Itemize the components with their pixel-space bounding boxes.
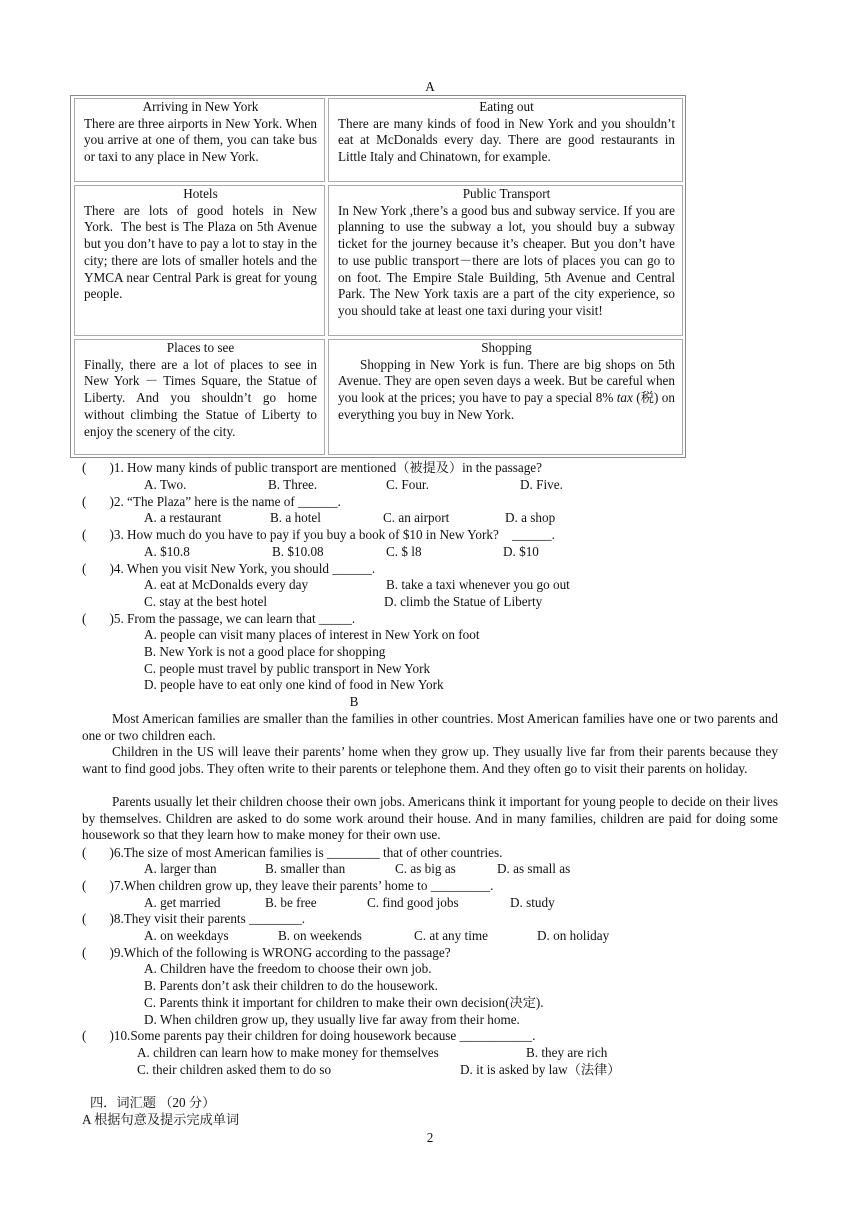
option-c: C. an airport <box>383 510 450 525</box>
option-d: D. it is asked by law（法律） <box>460 1062 621 1077</box>
option-a: A. get married <box>144 895 221 910</box>
option-c: C. as big as <box>395 861 456 876</box>
passage-b-paragraph-2: Children in the US will leave their parents’ home when they grow up. They usually live far from their parents because they want to find good jobs. They often write to their parents or telephone them. And they often go to visit their parents on holiday. <box>82 744 778 776</box>
option-d: D. Five. <box>520 477 563 492</box>
cell-title: Eating out <box>479 99 534 114</box>
question-4: ( )4. When you visit New York, you should ______. <box>82 561 376 576</box>
option-c: C. $ l8 <box>386 544 422 559</box>
option-b: B. smaller than <box>265 861 346 876</box>
tax-word: tax <box>616 390 633 406</box>
cell-body: Finally, there are a lot of places to see in New York － Times Square, the Statue of Liberty. And you shouldn’t go home without climbing the Statue of Liberty to enjoy the scenery of the city. <box>84 356 317 439</box>
question-6: ( )6.The size of most American families is ________ that of other countries. <box>82 845 503 860</box>
option-c: C. their children asked them to do so <box>137 1062 332 1077</box>
option-b: B. New York is not a good place for shopping <box>144 644 386 659</box>
option-c: C. at any time <box>414 928 488 943</box>
table-cell-arriving <box>74 98 325 182</box>
option-a: A. Children have the freedom to choose their own job. <box>144 961 432 976</box>
question-5: ( )5. From the passage, we can learn that _____. <box>82 611 356 626</box>
question-9: ( )9.Which of the following is WRONG according to the passage? <box>82 945 451 960</box>
option-d: D. climb the Statue of Liberty <box>384 594 543 609</box>
cell-body: There are many kinds of food in New York and you shouldn’t eat at McDonalds every day. There are good restaurants in Little Italy and Chinatown, for example. <box>338 115 675 165</box>
option-d: D. on holiday <box>537 928 610 943</box>
passage-b-paragraph-3: Parents usually let their children choose their own jobs. Americans think it important for young people to decide on their lives by themselves. Children are asked to do some work around their house. And in many families, children are paid for doing some housework so that they learn how to make money for their own use. <box>82 794 778 843</box>
option-d: D. a shop <box>505 510 556 525</box>
option-d: D. When children grow up, they usually live far away from their home. <box>144 1012 520 1027</box>
option-a: A. a restaurant <box>144 510 222 525</box>
option-a: A. Two. <box>144 477 187 492</box>
cell-title: Places to see <box>166 340 235 355</box>
option-d: D. study <box>510 895 555 910</box>
cell-title: Public Transport <box>462 186 551 201</box>
section-four-heading: 四．词汇题 （20 分） <box>90 1095 216 1110</box>
option-a: A. $10.8 <box>144 544 190 559</box>
question-1: ( )1. How many kinds of public transport are mentioned（被提及）in the passage? <box>82 460 542 475</box>
table-cell-hotels <box>74 185 325 336</box>
cell-title: Hotels <box>183 186 218 201</box>
passage-a-table <box>70 95 686 458</box>
option-c: C. find good jobs <box>367 895 459 910</box>
option-a: A. eat at McDonalds every day <box>144 577 309 592</box>
option-c: C. people must travel by public transport in New York <box>144 661 431 676</box>
section-a-label: A <box>425 79 435 94</box>
option-c: C. stay at the best hotel <box>144 594 268 609</box>
option-d: D. people have to eat only one kind of food in New York <box>144 677 444 692</box>
option-c: C. Four. <box>386 477 429 492</box>
passage-b-paragraph-1: Most American families are smaller than the families in other countries. Most American families have one or two parents and one or two children each. <box>82 711 778 743</box>
option-b: B. they are rich <box>526 1045 608 1060</box>
option-a: A. larger than <box>144 861 217 876</box>
cell-body: There are lots of good hotels in New York. The best is The Plaza on 5th Avenue but you don’t have to pay a lot to stay in the city; there are lots of smaller hotels and the YMCA near Central Park is great for young people. <box>84 202 317 302</box>
table-cell-shopping <box>328 339 683 455</box>
question-8: ( )8.They visit their parents ________. <box>82 911 306 926</box>
table-cell-public-transport <box>328 185 683 336</box>
question-2: ( )2. “The Plaza” here is the name of ______. <box>82 494 341 509</box>
page-number: 2 <box>426 1130 434 1145</box>
option-b: B. a hotel <box>270 510 321 525</box>
table-cell-places-to-see <box>74 339 325 455</box>
question-10: ( )10.Some parents pay their children for doing housework because ___________. <box>82 1028 536 1043</box>
option-b: B. on weekends <box>278 928 362 943</box>
section-four-subheading: A 根据句意及提示完成单词 <box>82 1112 240 1127</box>
cell-title: Arriving in New York <box>142 99 259 114</box>
section-b-label: B <box>349 694 359 709</box>
cell-body: Shopping in New York is fun. There are big shops on 5th Avenue. They are open seven days a week. But be careful when you look at the prices; you have to pay a special 8% tax (税) on everything you buy in New York. <box>338 356 675 422</box>
option-c: C. Parents think it important for children to make their own decision(决定). <box>144 995 544 1010</box>
option-d: D. as small as <box>497 861 571 876</box>
option-b: B. be free <box>265 895 317 910</box>
option-b: B. Parents don’t ask their children to do the housework. <box>144 978 438 993</box>
option-b: B. take a taxi whenever you go out <box>386 577 570 592</box>
cell-body: In New York ,there’s a good bus and subway service. If you are planning to use the subway a lot, you should buy a subway ticket for the journey because it’s cheaper. But you don’t have to use public transport－there are lots of places you can go to on foot. The Empire Stale Building, 5th Avenue and Central Park. The New York taxis are a part of the city experience, so you should take at least one taxi during your visit! <box>338 202 675 318</box>
option-b: B. Three. <box>268 477 318 492</box>
table-cell-eating-out <box>328 98 683 182</box>
option-b: B. $10.08 <box>272 544 324 559</box>
question-7: ( )7.When children grow up, they leave their parents’ home to _________. <box>82 878 494 893</box>
option-a: A. people can visit many places of interest in New York on foot <box>144 627 480 642</box>
question-3: ( )3. How much do you have to pay if you buy a book of $10 in New York? ______. <box>82 527 555 542</box>
cell-title: Shopping <box>481 340 532 355</box>
cell-body: There are three airports in New York. When you arrive at one of them, you can take bus or taxi to any place in New York. <box>84 115 317 165</box>
option-a: A. children can learn how to make money for themselves <box>137 1045 439 1060</box>
option-a: A. on weekdays <box>144 928 229 943</box>
option-d: D. $10 <box>503 544 539 559</box>
